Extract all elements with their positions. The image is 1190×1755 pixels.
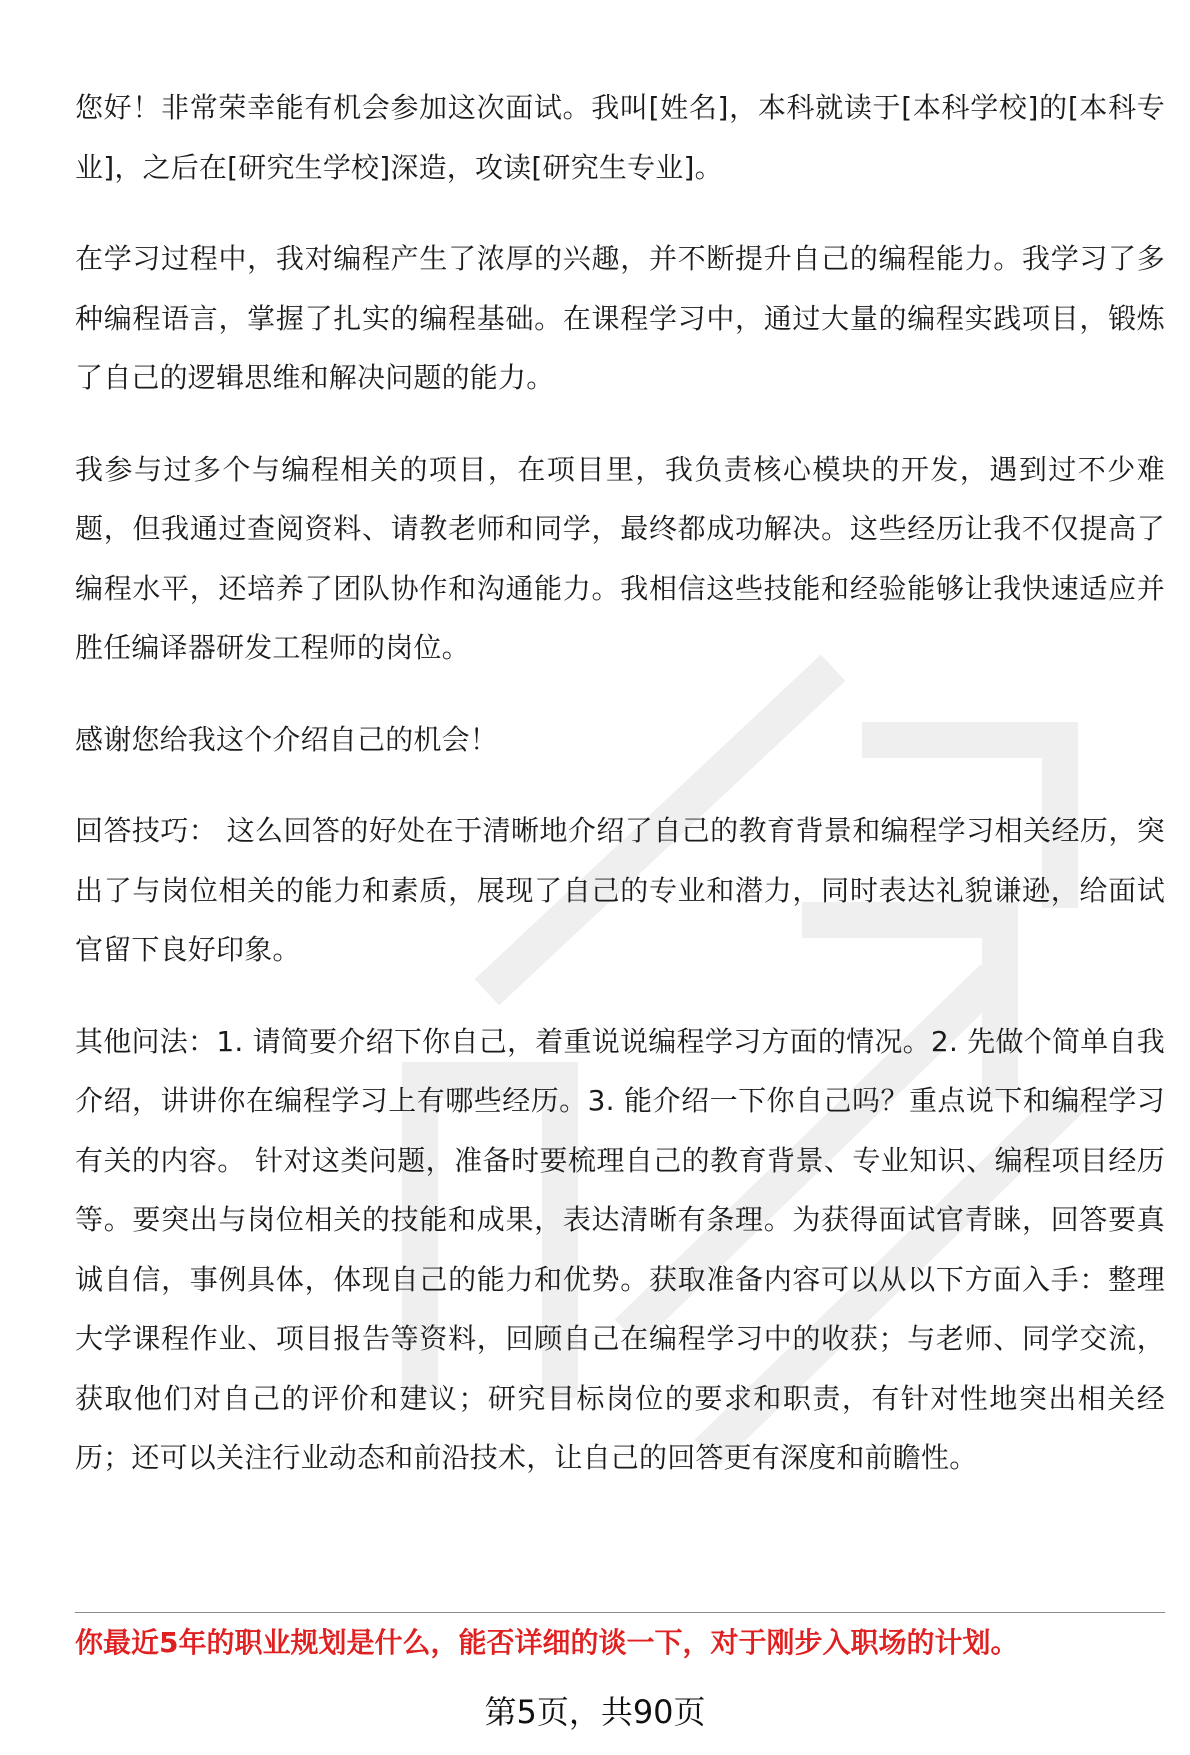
document-body (75, 78, 1165, 1520)
section-divider (75, 1612, 1165, 1613)
paragraph-self-intro: 您好！非常荣幸能有机会参加这次面试。我叫[姓名]，本科就读于[本科学校]的[本科专业]，之后在[研究生学校]深造，攻读[研究生专业]。 (75, 91, 1165, 184)
paragraph-thanks: 感谢您给我这个介绍自己的机会！ (75, 722, 499, 756)
paragraph-answer-tips: 回答技巧： 这么回答的好处在于清晰地介绍了自己的教育背景和编程学习相关经历，突出了与岗位相关的能力和素质，展现了自己的专业和潜力，同时表达礼貌谦逊，给面试官留下良好印象。 (75, 814, 1165, 966)
paragraph-learning: 在学习过程中，我对编程产生了浓厚的兴趣，并不断提升自己的编程能力。我学习了多种编程语言，掌握了扎实的编程基础。在课程学习中，通过大量的编程实践项目，锻炼了自己的逻辑思维和解决问题的能力。 (75, 242, 1165, 394)
page-number: 第5页，共90页 (484, 1693, 706, 1731)
paragraph-other-questions: 其他问法：1. 请简要介绍下你自己，着重说说编程学习方面的情况。2. 先做个简单自我介绍，讲讲你在编程学习上有哪些经历。3. 能介绍一下你自己吗？重点说下和编程学习有关的内容。 针对这类问题，准备时要梳理自己的教育背景、专业知识、编程项目经历等。要突出与岗位相关的技能和成果，表达清晰有条理。为获得面试官青睐，回答要真诚自信，事例具体，体现自己的能力和优势。获取准备内容可以从以下方面入手：整理大学课程作业、项目报告等资料，回顾自己在编程学习中的收获；与老师、同学交流，获取他们对自己的评价和建议；研究目标岗位的要求和职责，有针对性地突出相关经历；还可以关注行业动态和前沿技术，让自己的回答更有深度和前瞻性。 (75, 1024, 1165, 1474)
paragraph-projects: 我参与过多个与编程相关的项目，在项目里，我负责核心模块的开发，遇到过不少难题，但我通过查阅资料、请教老师和同学，最终都成功解决。这些经历让我不仅提高了编程水平，还培养了团队协作和沟通能力。我相信这些技能和经验能够让我快速适应并胜任编译器研发工程师的岗位。 (75, 452, 1165, 664)
next-question-heading: 你最近5年的职业规划是什么，能否详细的谈一下，对于刚步入职场的计划。 (75, 1626, 1019, 1659)
